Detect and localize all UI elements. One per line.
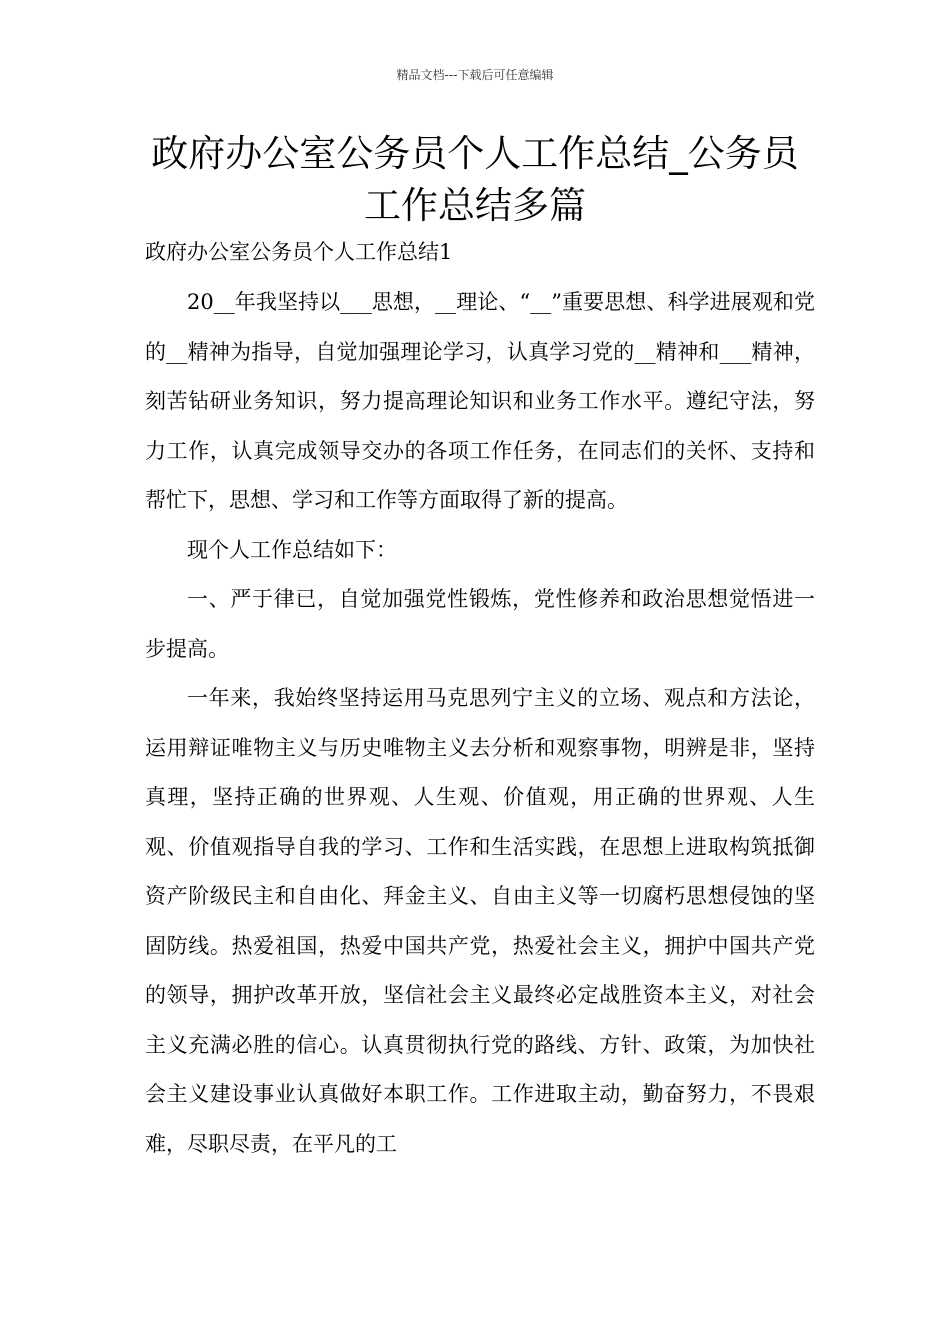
document-body bbox=[145, 278, 815, 1169]
paragraph: 现个人工作总结如下： bbox=[187, 537, 397, 562]
paragraph: 一年来，我始终坚持运用马克思列宁主义的立场、观点和方法论，运用辩证唯物主义与历史唯物主义去分析和观察事物，明辨是非，坚持真理，坚持正确的世界观、人生观、价值观，用正确的世界观、人生观、价值观指导自我的学习、工作和生活实践，在思想上进取构筑抵御资产阶级民主和自由化、拜金主义、自由主义等一切腐朽思想侵蚀的坚固防线。热爱祖国，热爱中国共产党，热爱社会主义，拥护中国共产党的领导，拥护改革开放，坚信社会主义最终必定战胜资本主义，对社会主义充满必胜的信心。认真贯彻执行党的路线、方针、政策，为加快社会主义建设事业认真做好本职工作。工作进取主动，勤奋努力，不畏艰难，尽职尽责，在平凡的工 bbox=[145, 686, 815, 1156]
document-title: 政府办公室公务员个人工作总结_公务员工作总结多篇 bbox=[151, 132, 799, 227]
header-note: 精品文档---下载后可任意编辑 bbox=[396, 68, 554, 82]
paragraph: 20__年我坚持以___思想，__理论、“__”重要思想、科学进展观和党的__精神为指导，自觉加强理论学习，认真学习党的__精神和___精神，刻苦钻研业务知识，努力提高理论知识和业务工作水平。遵纪守法，努力工作，认真完成领导交办的各项工作任务，在同志们的关怀、支持和帮忙下，思想、学习和工作等方面取得了新的提高。 bbox=[145, 290, 815, 512]
section-subtitle: 政府办公室公务员个人工作总结1 bbox=[145, 240, 453, 264]
paragraph: 一、严于律已，自觉加强党性锻炼，党性修养和政治思想觉悟进一步提高。 bbox=[145, 587, 815, 661]
